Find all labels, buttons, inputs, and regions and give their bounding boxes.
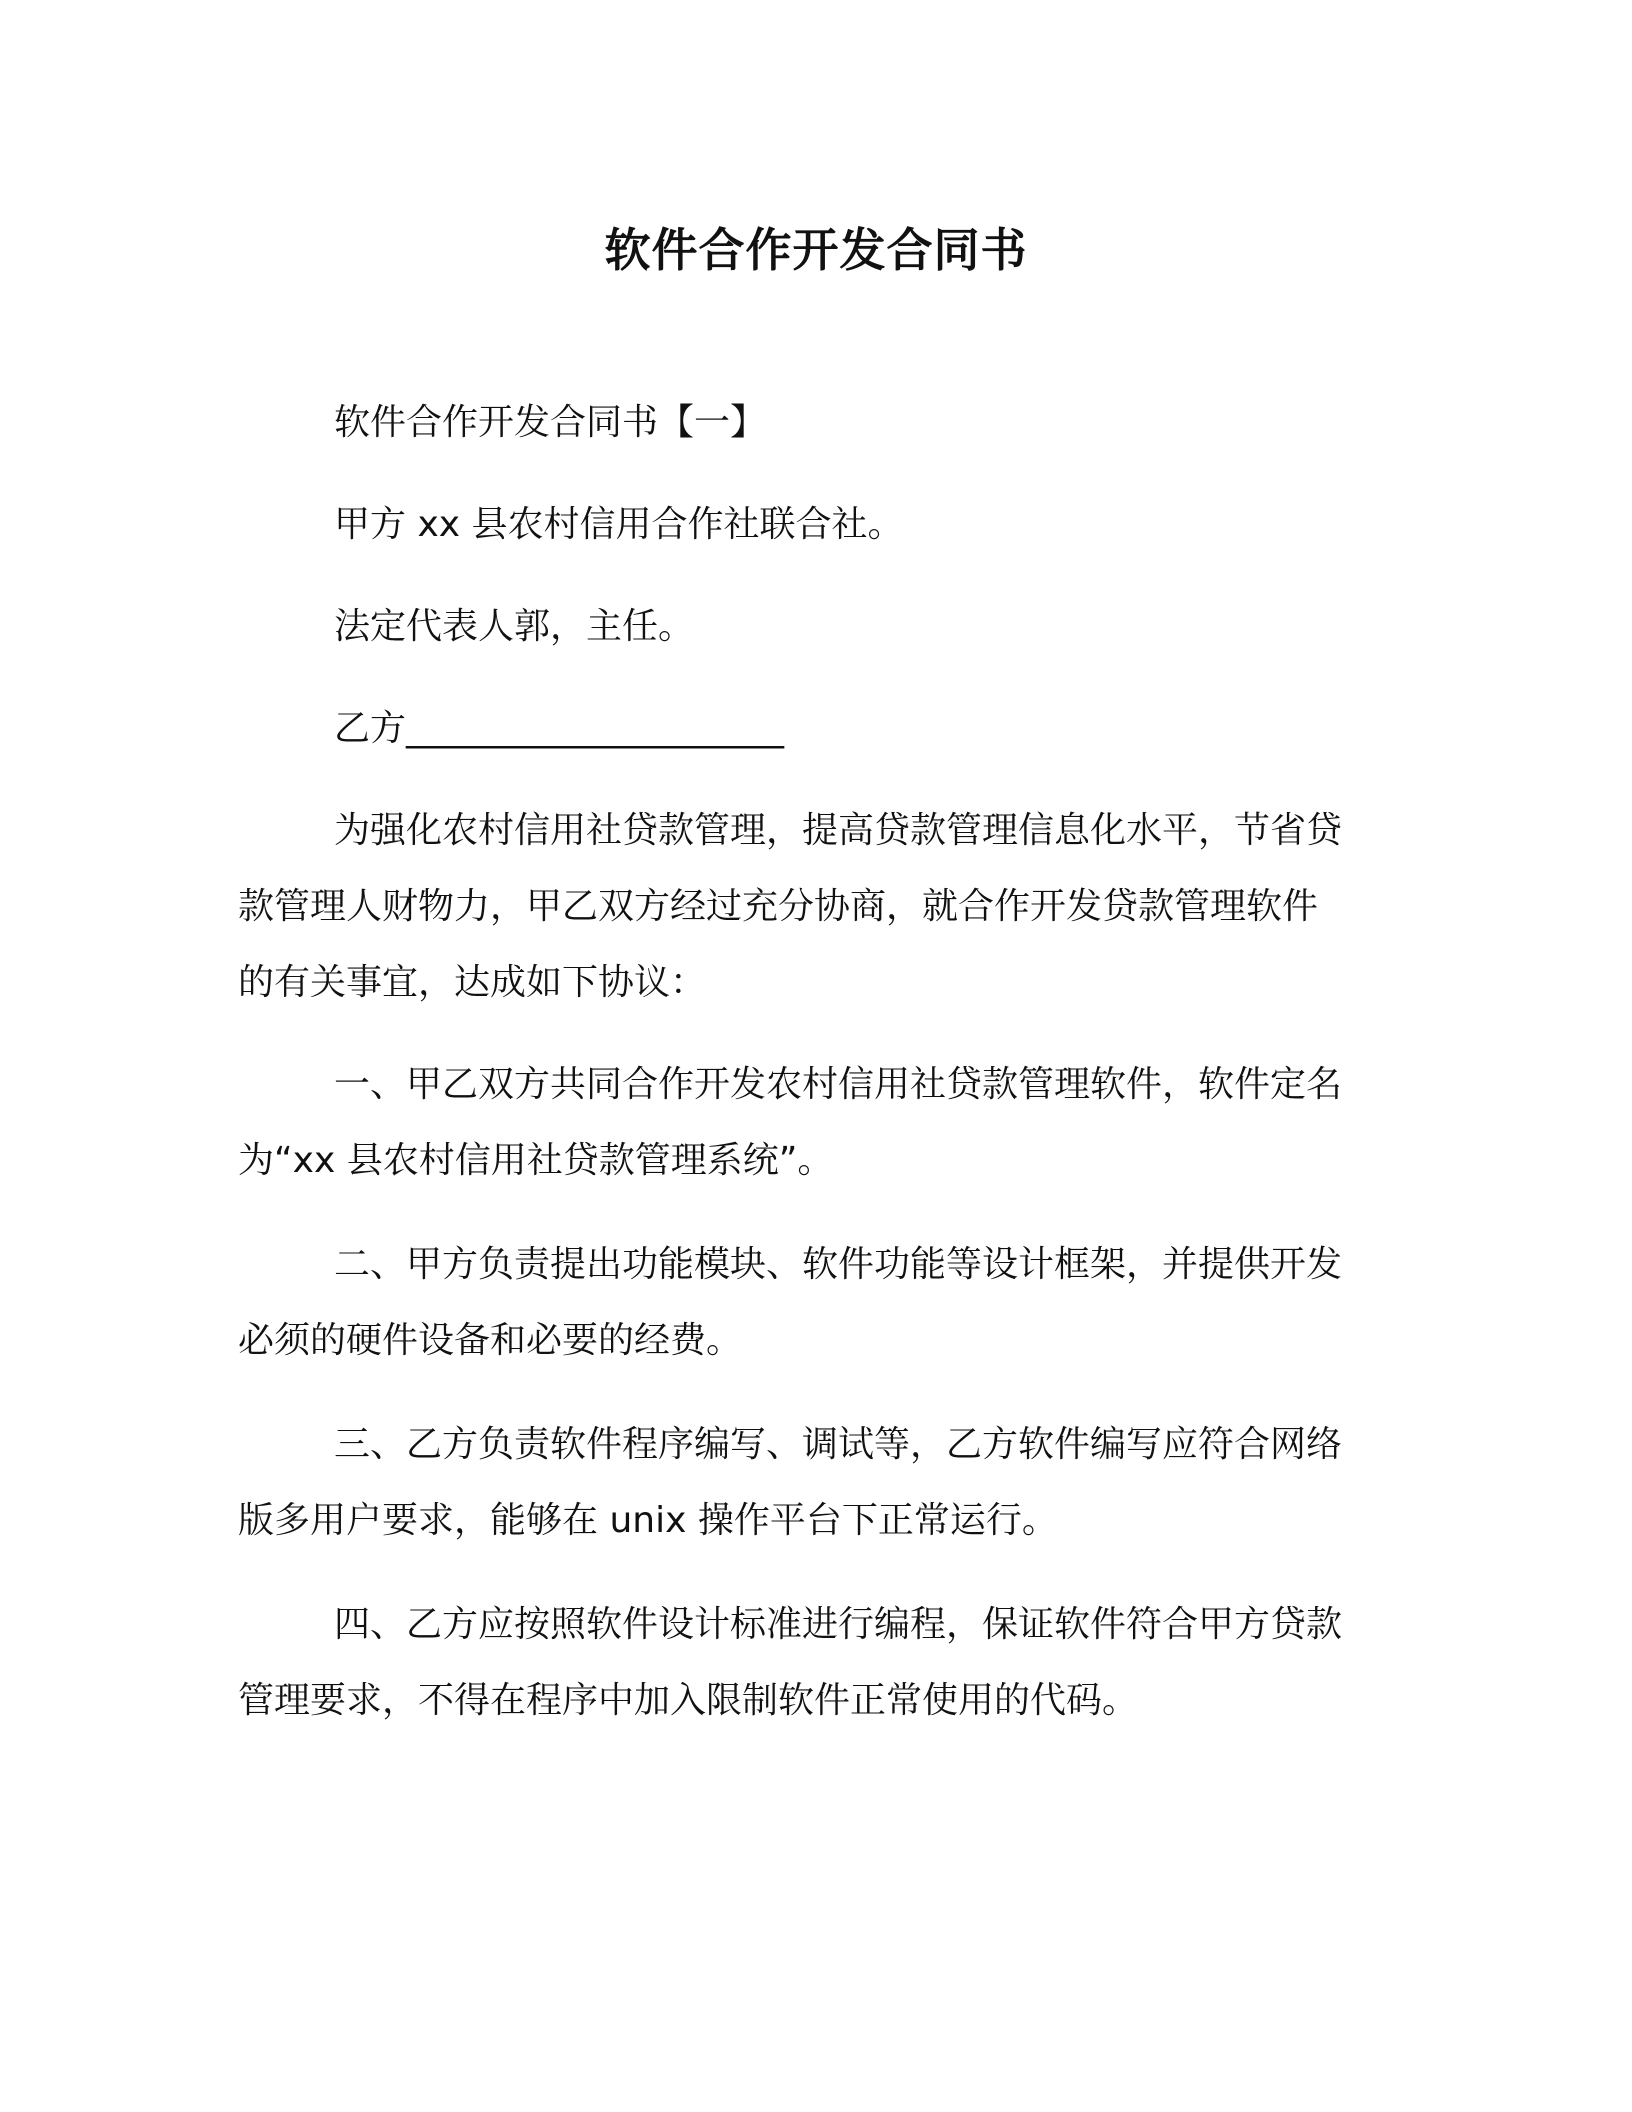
paragraph-line: 二、甲方负责提出功能模块、软件功能等设计框架，并提供开发 xyxy=(334,1244,1343,1285)
paragraph-line: 管理要求，不得在程序中加入限制软件正常使用的代码。 xyxy=(238,1680,1139,1721)
paragraph-line: 为“xx 县农村信用社贷款管理系统”。 xyxy=(238,1140,834,1181)
party-a-line: 甲方 xx 县农村信用合作社联合社。 xyxy=(334,504,904,545)
paragraph-line: 的有关事宜，达成如下协议： xyxy=(238,962,707,1003)
contract-heading: 软件合作开发合同书【一】 xyxy=(334,402,767,443)
paragraph-line: 四、乙方应按照软件设计标准进行编程，保证软件符合甲方贷款 xyxy=(334,1604,1343,1645)
party-b-line: 乙方_____________________ xyxy=(334,708,785,749)
paragraph-line: 款管理人财物力，甲乙双方经过充分协商，就合作开发贷款管理软件 xyxy=(238,886,1319,927)
paragraph-line: 为强化农村信用社贷款管理，提高贷款管理信息化水平，节省贷 xyxy=(334,810,1343,851)
paragraph-line: 一、甲乙双方共同合作开发农村信用社贷款管理软件，软件定名 xyxy=(334,1064,1343,1105)
legal-representative-line: 法定代表人郭，主任。 xyxy=(334,606,695,647)
document-title: 软件合作开发合同书 xyxy=(604,223,1028,277)
paragraph-line: 三、乙方负责软件程序编写、调试等，乙方软件编写应符合网络 xyxy=(334,1424,1343,1465)
paragraph-line: 必须的硬件设备和必要的经费。 xyxy=(238,1320,743,1361)
paragraph-line: 版多用户要求，能够在 unix 操作平台下正常运行。 xyxy=(238,1500,1058,1541)
